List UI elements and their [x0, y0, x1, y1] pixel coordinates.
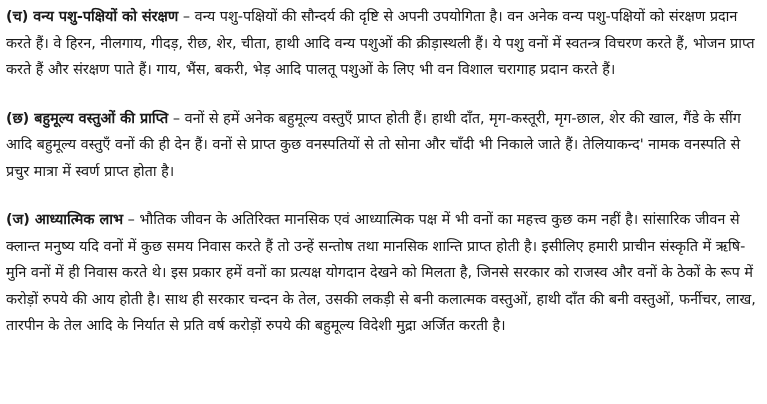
paragraph-body: – वनों से हमें अनेक बहुमूल्य वस्तुएँ प्राप्त होती हैं। हाथी दाँत, मृग-कस्तूरी, मृग-छाल, शेर की खाल, गैंडे के सींग आदि बहुमूल्य वस्तुएँ वनों की ही देन हैं। वनों से प्राप्त कुछ वनस्पतियों से तो सोना और चाँदी भी निकाले जाते हैं। तेलियाकन्द' नामक वनस्पति से प्रचुर मात्रा में स्वर्ण प्राप्त होता है। — [6, 110, 741, 180]
paragraph-spiritual-benefit — [6, 207, 761, 340]
paragraph-heading: (छ) बहुमूल्य वस्तुओं की प्राप्ति — [6, 110, 169, 127]
paragraph-wildlife-protection — [6, 4, 761, 84]
paragraph-body: – वन्य पशु-पक्षियों की सौन्दर्य की दृष्टि से अपनी उपयोगिता है। वन अनेक वन्य पशु-पक्षियों को संरक्षण प्रदान करते हैं। वे हिरन, नीलगाय, गीदड़, रीछ, शेर, चीता, हाथी आदि वन्य पशुओं की क्रीड़ास्थली हैं। ये पशु वनों में स्वतन्त्र विचरण करते हैं, भोजन प्राप्त करते हैं और संरक्षण पाते हैं। गाय, भैंस, बकरी, भेड़ आदि पालतू पशुओं के लिए भी वन विशाल चरागाह प्रदान करते हैं। — [6, 9, 755, 78]
paragraph-heading: (ज) आध्यात्मिक लाभ — [6, 212, 124, 228]
paragraph-heading: (च) वन्य पशु-पक्षियों को संरक्षण — [6, 9, 179, 25]
paragraph-body: – भौतिक जीवन के अतिरिक्त मानसिक एवं आध्यात्मिक पक्ष में भी वनों का महत्त्व कुछ कम नहीं है। सांसारिक जीवन से क्लान्त मनुष्य यदि वनों में कुछ समय निवास करते हैं तो उन्हें सन्तोष तथा मानसिक शान्ति प्राप्त होती है। इसीलिए हमारी प्राचीन संस्कृति में ऋषि-मुनि वनों में ही निवास करते थे। इस प्रकार हमें वनों का प्रत्यक्ष योगदान देखने को मिलता है, जिनसे सरकार को राजस्व और वनों के ठेकों के रूप में करोड़ों रुपये की आय होती है। साथ ही सरकार चन्दन के तेल, उसकी लकड़ी से बनी कलात्मक वस्तुओं, हाथी दाँत की बनी वस्तुओं, फर्नीचर, लाख, तारपीन के तेल आदि के निर्यात से प्रति वर्ष करोड़ों रुपये की बहुमूल्य विदेशी मुद्रा अर्जित करती है। — [6, 212, 756, 334]
paragraph-valuable-goods — [6, 106, 761, 186]
